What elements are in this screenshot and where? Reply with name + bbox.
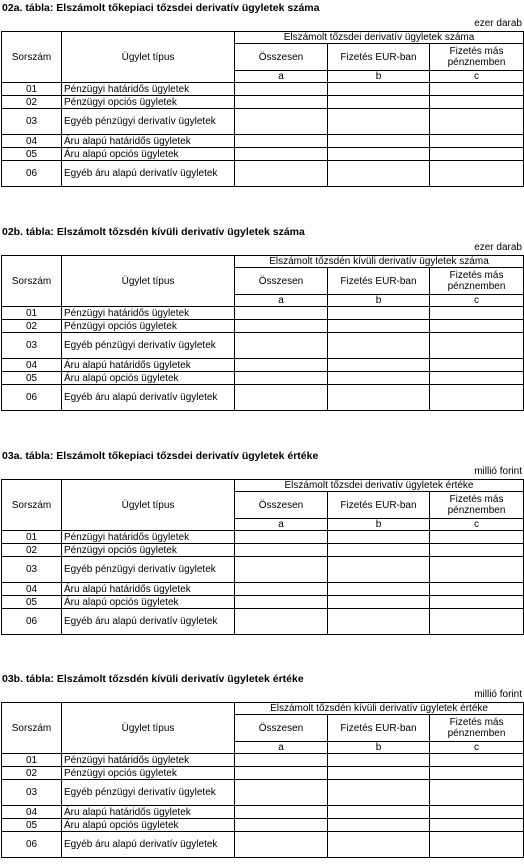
header-osszesen: Összesen — [235, 44, 328, 71]
cell-c[interactable] — [430, 385, 524, 411]
cell-c[interactable] — [430, 754, 524, 767]
cell-b[interactable] — [328, 832, 430, 858]
cell-c[interactable] — [430, 557, 524, 583]
cell-a[interactable] — [235, 385, 328, 411]
cell-a[interactable] — [235, 544, 328, 557]
cell-a[interactable] — [235, 96, 328, 109]
header-mas: Fizetés más pénznemben — [430, 44, 524, 71]
header-mas: Fizetés más pénznemben — [430, 492, 524, 519]
cell-b[interactable] — [328, 333, 430, 359]
cell-b[interactable] — [328, 780, 430, 806]
header-osszesen: Összesen — [235, 715, 328, 742]
cell-c[interactable] — [430, 161, 524, 187]
table-row — [2, 609, 524, 635]
cell-b[interactable] — [328, 307, 430, 320]
row-label: Pénzügyi opciós ügyletek — [62, 767, 235, 780]
cell-b[interactable] — [328, 161, 430, 187]
header-ugylet-tipus: Ügylet típus — [62, 32, 235, 83]
row-number: 05 — [2, 372, 62, 385]
unit-label: millió forint — [474, 689, 522, 700]
table-row — [2, 596, 524, 609]
cell-c[interactable] — [430, 307, 524, 320]
col-letter-a: a — [235, 519, 328, 531]
header-sorszam: Sorszám — [2, 480, 62, 531]
unit-label: millió forint — [474, 466, 522, 477]
col-letter-b: b — [328, 295, 430, 307]
row-label: Egyéb pénzügyi derivatív ügyletek — [62, 780, 235, 806]
cell-c[interactable] — [430, 819, 524, 832]
header-sorszam: Sorszám — [2, 256, 62, 307]
header-eur: Fizetés EUR-ban — [328, 44, 430, 71]
cell-a[interactable] — [235, 780, 328, 806]
cell-a[interactable] — [235, 583, 328, 596]
table-row — [2, 359, 524, 372]
cell-c[interactable] — [430, 531, 524, 544]
row-number: 05 — [2, 596, 62, 609]
cell-b[interactable] — [328, 806, 430, 819]
row-number: 04 — [2, 583, 62, 596]
row-label: Pénzügyi határidős ügyletek — [62, 531, 235, 544]
row-label: Áru alapú opciós ügyletek — [62, 596, 235, 609]
row-number: 05 — [2, 819, 62, 832]
col-letter-b: b — [328, 519, 430, 531]
row-label: Áru alapú határidős ügyletek — [62, 135, 235, 148]
row-label: Pénzügyi opciós ügyletek — [62, 320, 235, 333]
cell-c[interactable] — [430, 767, 524, 780]
table-row — [2, 307, 524, 320]
row-label: Áru alapú opciós ügyletek — [62, 372, 235, 385]
table-row — [2, 135, 524, 148]
row-number: 02 — [2, 320, 62, 333]
table-row — [2, 96, 524, 109]
col-letter-b: b — [328, 742, 430, 754]
cell-a[interactable] — [235, 557, 328, 583]
table-row — [2, 583, 524, 596]
table-row — [2, 109, 524, 135]
cell-a[interactable] — [235, 359, 328, 372]
row-number: 03 — [2, 557, 62, 583]
cell-a[interactable] — [235, 754, 328, 767]
cell-b[interactable] — [328, 359, 430, 372]
table-title: 03b. tábla: Elszámolt tőzsdén kívüli derivatív ügyletek értéke — [2, 673, 304, 685]
cell-b[interactable] — [328, 596, 430, 609]
row-number: 01 — [2, 754, 62, 767]
header-group: Elszámolt tőzsdei derivatív ügyletek értéke — [235, 480, 524, 492]
header-ugylet-tipus: Ügylet típus — [62, 703, 235, 754]
cell-c[interactable] — [430, 596, 524, 609]
cell-b[interactable] — [328, 372, 430, 385]
table-title: 02a. tábla: Elszámolt tőkepiaci tőzsdei derivatív ügyletek száma — [2, 2, 320, 14]
cell-c[interactable] — [430, 372, 524, 385]
table-row — [2, 148, 524, 161]
cell-c[interactable] — [430, 320, 524, 333]
cell-a[interactable] — [235, 161, 328, 187]
row-label: Egyéb áru alapú derivatív ügyletek — [62, 832, 235, 858]
data-table — [1, 702, 524, 858]
header-group: Elszámolt tőzsdei derivatív ügyletek száma — [235, 32, 524, 44]
cell-a[interactable] — [235, 148, 328, 161]
table-title: 03a. tábla: Elszámolt tőkepiaci tőzsdei derivatív ügyletek értéke — [2, 450, 319, 462]
col-letter-a: a — [235, 295, 328, 307]
cell-c[interactable] — [430, 83, 524, 96]
data-table — [1, 31, 524, 187]
cell-a[interactable] — [235, 767, 328, 780]
header-mas: Fizetés más pénznemben — [430, 268, 524, 295]
table-row — [2, 832, 524, 858]
table-row — [2, 767, 524, 780]
col-letter-c: c — [430, 742, 524, 754]
table-row — [2, 161, 524, 187]
row-number: 03 — [2, 333, 62, 359]
row-label: Egyéb pénzügyi derivatív ügyletek — [62, 109, 235, 135]
header-eur: Fizetés EUR-ban — [328, 268, 430, 295]
unit-label: ezer darab — [474, 18, 522, 29]
cell-a[interactable] — [235, 531, 328, 544]
table-title: 02b. tábla: Elszámolt tőzsdén kívüli derivatív ügyletek száma — [2, 226, 305, 238]
row-label: Egyéb áru alapú derivatív ügyletek — [62, 609, 235, 635]
cell-c[interactable] — [430, 148, 524, 161]
row-label: Áru alapú határidős ügyletek — [62, 806, 235, 819]
table-row — [2, 531, 524, 544]
table-row — [2, 806, 524, 819]
row-number: 01 — [2, 307, 62, 320]
cell-a[interactable] — [235, 832, 328, 858]
cell-b[interactable] — [328, 385, 430, 411]
row-number: 06 — [2, 832, 62, 858]
cell-a[interactable] — [235, 83, 328, 96]
cell-c[interactable] — [430, 109, 524, 135]
row-label: Pénzügyi határidős ügyletek — [62, 754, 235, 767]
row-label: Pénzügyi opciós ügyletek — [62, 96, 235, 109]
table-row — [2, 544, 524, 557]
cell-c[interactable] — [430, 135, 524, 148]
header-sorszam: Sorszám — [2, 703, 62, 754]
cell-a[interactable] — [235, 333, 328, 359]
row-number: 06 — [2, 609, 62, 635]
cell-c[interactable] — [430, 609, 524, 635]
col-letter-c: c — [430, 71, 524, 83]
cell-a[interactable] — [235, 819, 328, 832]
row-label: Áru alapú opciós ügyletek — [62, 819, 235, 832]
cell-c[interactable] — [430, 583, 524, 596]
row-label: Pénzügyi opciós ügyletek — [62, 544, 235, 557]
table-row — [2, 557, 524, 583]
cell-a[interactable] — [235, 109, 328, 135]
row-label: Áru alapú opciós ügyletek — [62, 148, 235, 161]
cell-a[interactable] — [235, 596, 328, 609]
row-label: Pénzügyi határidős ügyletek — [62, 307, 235, 320]
row-label: Pénzügyi határidős ügyletek — [62, 83, 235, 96]
row-number: 01 — [2, 531, 62, 544]
table-row — [2, 83, 524, 96]
row-label: Egyéb pénzügyi derivatív ügyletek — [62, 333, 235, 359]
cell-b[interactable] — [328, 819, 430, 832]
cell-b[interactable] — [328, 148, 430, 161]
row-label: Áru alapú határidős ügyletek — [62, 359, 235, 372]
row-number: 02 — [2, 96, 62, 109]
col-letter-b: b — [328, 71, 430, 83]
header-eur: Fizetés EUR-ban — [328, 715, 430, 742]
row-label: Egyéb pénzügyi derivatív ügyletek — [62, 557, 235, 583]
cell-c[interactable] — [430, 333, 524, 359]
cell-a[interactable] — [235, 806, 328, 819]
row-number: 04 — [2, 359, 62, 372]
table-row — [2, 385, 524, 411]
col-letter-c: c — [430, 519, 524, 531]
table-row — [2, 754, 524, 767]
cell-b[interactable] — [328, 544, 430, 557]
cell-a[interactable] — [235, 320, 328, 333]
cell-b[interactable] — [328, 609, 430, 635]
row-number: 02 — [2, 544, 62, 557]
header-sorszam: Sorszám — [2, 32, 62, 83]
cell-b[interactable] — [328, 109, 430, 135]
header-ugylet-tipus: Ügylet típus — [62, 480, 235, 531]
data-table — [1, 479, 524, 635]
row-number: 04 — [2, 135, 62, 148]
header-group: Elszámolt tőzsdén kívüli derivatív ügyletek száma — [235, 256, 524, 268]
row-number: 06 — [2, 161, 62, 187]
table-row — [2, 780, 524, 806]
table-row — [2, 819, 524, 832]
cell-a[interactable] — [235, 609, 328, 635]
cell-a[interactable] — [235, 307, 328, 320]
header-mas: Fizetés más pénznemben — [430, 715, 524, 742]
unit-label: ezer darab — [474, 242, 522, 253]
row-number: 03 — [2, 780, 62, 806]
cell-c[interactable] — [430, 806, 524, 819]
cell-b[interactable] — [328, 135, 430, 148]
cell-c[interactable] — [430, 780, 524, 806]
row-label: Egyéb áru alapú derivatív ügyletek — [62, 385, 235, 411]
cell-b[interactable] — [328, 83, 430, 96]
cell-b[interactable] — [328, 767, 430, 780]
cell-c[interactable] — [430, 359, 524, 372]
cell-c[interactable] — [430, 96, 524, 109]
row-number: 04 — [2, 806, 62, 819]
header-osszesen: Összesen — [235, 268, 328, 295]
cell-b[interactable] — [328, 754, 430, 767]
cell-b[interactable] — [328, 96, 430, 109]
row-label: Áru alapú határidős ügyletek — [62, 583, 235, 596]
data-table — [1, 255, 524, 411]
header-ugylet-tipus: Ügylet típus — [62, 256, 235, 307]
cell-c[interactable] — [430, 832, 524, 858]
cell-a[interactable] — [235, 135, 328, 148]
header-osszesen: Összesen — [235, 492, 328, 519]
cell-b[interactable] — [328, 557, 430, 583]
header-eur: Fizetés EUR-ban — [328, 492, 430, 519]
cell-b[interactable] — [328, 583, 430, 596]
col-letter-a: a — [235, 742, 328, 754]
row-number: 03 — [2, 109, 62, 135]
cell-b[interactable] — [328, 531, 430, 544]
table-row — [2, 372, 524, 385]
cell-b[interactable] — [328, 320, 430, 333]
table-row — [2, 320, 524, 333]
row-number: 02 — [2, 767, 62, 780]
cell-a[interactable] — [235, 372, 328, 385]
row-number: 05 — [2, 148, 62, 161]
col-letter-a: a — [235, 71, 328, 83]
row-label: Egyéb áru alapú derivatív ügyletek — [62, 161, 235, 187]
cell-c[interactable] — [430, 544, 524, 557]
header-group: Elszámolt tőzsdén kívüli derivatív ügyletek értéke — [235, 703, 524, 715]
table-row — [2, 333, 524, 359]
row-number: 06 — [2, 385, 62, 411]
row-number: 01 — [2, 83, 62, 96]
col-letter-c: c — [430, 295, 524, 307]
